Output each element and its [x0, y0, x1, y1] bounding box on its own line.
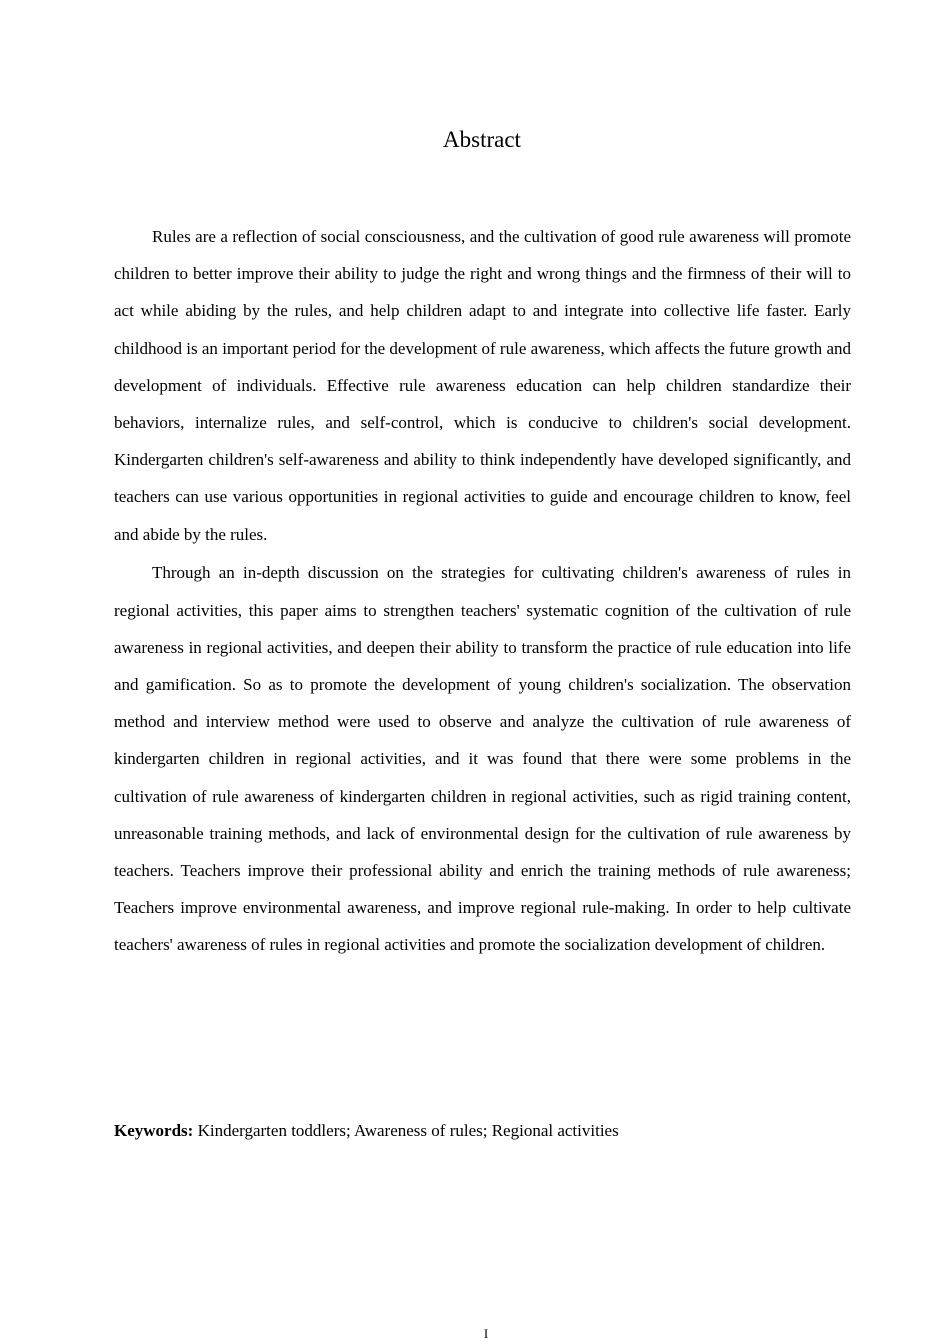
keywords-line: [114, 1116, 851, 1146]
abstract-body: [114, 218, 851, 964]
page-number: I: [483, 1326, 489, 1341]
abstract-title: Abstract: [443, 127, 521, 152]
abstract-paragraph-1: Rules are a reflection of social consciousness, and the cultivation of good rule awareness will promote children to better improve their ability to judge the right and wrong things and the firmness of their will to act while abiding by the rules, and help children adapt to and integrate into collective life faster. Early childhood is an important period for the development of rule awareness, which affects the future growth and development of individuals. Effective rule awareness education can help children standardize their behaviors, internalize rules, and self-control, which is conducive to children's social development. Kindergarten children's self-awareness and ability to think independently have developed significantly, and teachers can use various opportunities in regional activities to guide and encourage children to know, feel and abide by the rules.: [114, 227, 851, 544]
abstract-paragraph-2: Through an in-depth discussion on the strategies for cultivating children's awareness of rules in regional activities, this paper aims to strengthen teachers' systematic cognition of the cultivation of rule awareness in regional activities, and deepen their ability to transform the practice of rule education into life and gamification. So as to promote the development of young children's socialization. The observation method and interview method were used to observe and analyze the cultivation of rule awareness of kindergarten children in regional activities, and it was found that there were some problems in the cultivation of rule awareness of kindergarten children in regional activities, such as rigid training content, unreasonable training methods, and lack of environmental design for the cultivation of rule awareness by teachers. Teachers improve their professional ability and enrich the training methods of rule awareness; Teachers improve environmental awareness, and improve regional rule-making. In order to help cultivate teachers' awareness of rules in regional activities and promote the socialization development of children.: [114, 563, 851, 955]
keywords-text: Kindergarten toddlers; Awareness of rules; Regional activities: [197, 1121, 619, 1140]
keywords-label: Keywords:: [114, 1121, 194, 1140]
